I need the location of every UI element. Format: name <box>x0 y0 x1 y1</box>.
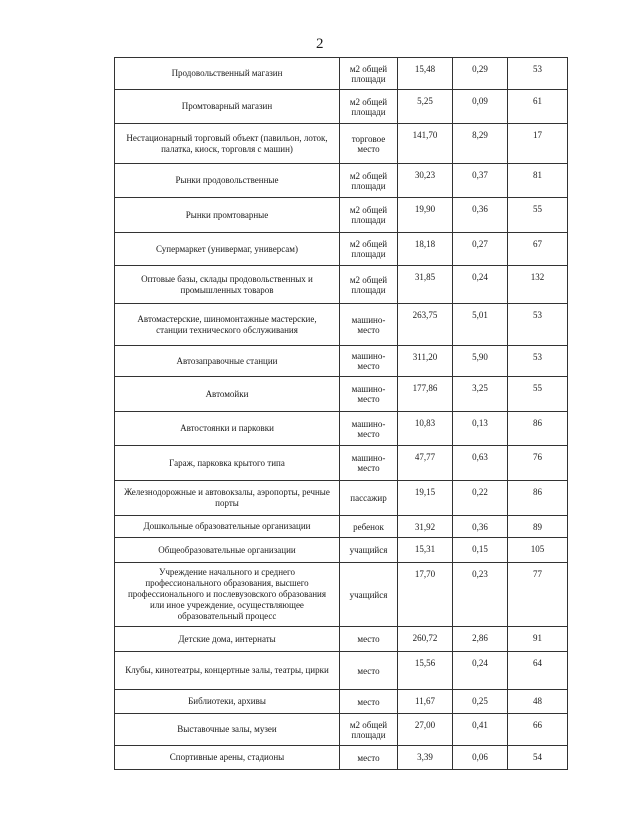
unit-cell: м2 общей площади <box>340 233 398 266</box>
object-name-cell: Клубы, кинотеатры, концертные залы, театры, цирки <box>115 652 340 690</box>
object-name-cell: Промтоварный магазин <box>115 90 340 124</box>
value-cell-3: 67 <box>508 233 568 266</box>
value-cell-1: 263,75 <box>398 304 453 346</box>
table-row <box>115 346 568 377</box>
value-cell-2: 0,24 <box>453 652 508 690</box>
table-row <box>115 446 568 481</box>
object-name-cell: Оптовые базы, склады продовольственных и промышленных товаров <box>115 266 340 304</box>
object-name-cell: Библиотеки, архивы <box>115 690 340 714</box>
value-cell-1: 10,83 <box>398 412 453 446</box>
value-cell-3: 91 <box>508 627 568 652</box>
unit-cell: м2 общей площади <box>340 90 398 124</box>
value-cell-3: 76 <box>508 446 568 481</box>
unit-cell: машино-место <box>340 346 398 377</box>
value-cell-2: 0,27 <box>453 233 508 266</box>
value-cell-1: 15,56 <box>398 652 453 690</box>
value-cell-2: 0,25 <box>453 690 508 714</box>
unit-cell: м2 общей площади <box>340 266 398 304</box>
table-row <box>115 652 568 690</box>
value-cell-1: 177,86 <box>398 377 453 412</box>
table-row <box>115 90 568 124</box>
table-row <box>115 516 568 538</box>
value-cell-1: 3,39 <box>398 746 453 770</box>
object-name-cell: Гараж, парковка крытого типа <box>115 446 340 481</box>
table-row <box>115 233 568 266</box>
value-cell-2: 0,09 <box>453 90 508 124</box>
value-cell-3: 86 <box>508 412 568 446</box>
unit-cell: место <box>340 746 398 770</box>
value-cell-3: 86 <box>508 481 568 516</box>
value-cell-1: 17,70 <box>398 563 453 627</box>
value-cell-2: 8,29 <box>453 124 508 164</box>
table-row <box>115 58 568 90</box>
value-cell-2: 5,01 <box>453 304 508 346</box>
object-name-cell: Супермаркет (универмаг, универсам) <box>115 233 340 266</box>
unit-cell: машино-место <box>340 304 398 346</box>
object-name-cell: Общеобразовательные организации <box>115 538 340 563</box>
unit-cell: торговое место <box>340 124 398 164</box>
table-row <box>115 198 568 233</box>
value-cell-1: 30,23 <box>398 164 453 198</box>
table-row <box>115 714 568 746</box>
value-cell-3: 53 <box>508 304 568 346</box>
value-cell-3: 105 <box>508 538 568 563</box>
value-cell-1: 19,15 <box>398 481 453 516</box>
value-cell-2: 0,22 <box>453 481 508 516</box>
value-cell-2: 0,63 <box>453 446 508 481</box>
page-number: 2 <box>316 36 324 52</box>
unit-cell: машино-место <box>340 446 398 481</box>
value-cell-2: 0,06 <box>453 746 508 770</box>
value-cell-3: 77 <box>508 563 568 627</box>
value-cell-2: 0,15 <box>453 538 508 563</box>
table-row <box>115 164 568 198</box>
value-cell-1: 18,18 <box>398 233 453 266</box>
value-cell-3: 64 <box>508 652 568 690</box>
unit-cell: место <box>340 627 398 652</box>
norms-table <box>114 57 568 770</box>
value-cell-2: 0,23 <box>453 563 508 627</box>
value-cell-3: 54 <box>508 746 568 770</box>
value-cell-3: 61 <box>508 90 568 124</box>
value-cell-1: 31,92 <box>398 516 453 538</box>
value-cell-1: 15,31 <box>398 538 453 563</box>
unit-cell: место <box>340 652 398 690</box>
value-cell-1: 19,90 <box>398 198 453 233</box>
table-row <box>115 124 568 164</box>
table-row <box>115 377 568 412</box>
unit-cell: м2 общей площади <box>340 714 398 746</box>
object-name-cell: Спортивные арены, стадионы <box>115 746 340 770</box>
value-cell-2: 0,24 <box>453 266 508 304</box>
value-cell-3: 81 <box>508 164 568 198</box>
value-cell-3: 48 <box>508 690 568 714</box>
value-cell-3: 66 <box>508 714 568 746</box>
object-name-cell: Рынки промтоварные <box>115 198 340 233</box>
value-cell-1: 47,77 <box>398 446 453 481</box>
value-cell-2: 0,29 <box>453 58 508 90</box>
unit-cell: м2 общей площади <box>340 58 398 90</box>
object-name-cell: Продовольственный магазин <box>115 58 340 90</box>
table-row <box>115 538 568 563</box>
value-cell-1: 11,67 <box>398 690 453 714</box>
value-cell-1: 311,20 <box>398 346 453 377</box>
value-cell-1: 260,72 <box>398 627 453 652</box>
unit-cell: м2 общей площади <box>340 198 398 233</box>
value-cell-3: 55 <box>508 377 568 412</box>
table-row <box>115 266 568 304</box>
unit-cell: машино-место <box>340 377 398 412</box>
unit-cell: м2 общей площади <box>340 164 398 198</box>
value-cell-1: 31,85 <box>398 266 453 304</box>
object-name-cell: Дошкольные образовательные организации <box>115 516 340 538</box>
value-cell-3: 53 <box>508 58 568 90</box>
table-row <box>115 746 568 770</box>
object-name-cell: Автостоянки и парковки <box>115 412 340 446</box>
value-cell-1: 5,25 <box>398 90 453 124</box>
value-cell-1: 27,00 <box>398 714 453 746</box>
table-row <box>115 563 568 627</box>
table-row <box>115 304 568 346</box>
object-name-cell: Автомойки <box>115 377 340 412</box>
value-cell-1: 15,48 <box>398 58 453 90</box>
object-name-cell: Автомастерские, шиномонтажные мастерские, станции технического обслуживания <box>115 304 340 346</box>
object-name-cell: Железнодорожные и автовокзалы, аэропорты, речные порты <box>115 481 340 516</box>
value-cell-3: 89 <box>508 516 568 538</box>
value-cell-3: 53 <box>508 346 568 377</box>
unit-cell: пассажир <box>340 481 398 516</box>
unit-cell: учащийся <box>340 563 398 627</box>
table-row <box>115 627 568 652</box>
value-cell-1: 141,70 <box>398 124 453 164</box>
value-cell-2: 5,90 <box>453 346 508 377</box>
value-cell-2: 3,25 <box>453 377 508 412</box>
table-row <box>115 481 568 516</box>
value-cell-2: 2,86 <box>453 627 508 652</box>
object-name-cell: Выставочные залы, музеи <box>115 714 340 746</box>
object-name-cell: Нестационарный торговый объект (павильон, лоток, палатка, киоск, торговля с машин) <box>115 124 340 164</box>
unit-cell: машино-место <box>340 412 398 446</box>
object-name-cell: Детские дома, интернаты <box>115 627 340 652</box>
value-cell-2: 0,37 <box>453 164 508 198</box>
unit-cell: место <box>340 690 398 714</box>
value-cell-2: 0,36 <box>453 516 508 538</box>
table-row <box>115 412 568 446</box>
value-cell-2: 0,41 <box>453 714 508 746</box>
object-name-cell: Автозаправочные станции <box>115 346 340 377</box>
object-name-cell: Рынки продовольственные <box>115 164 340 198</box>
value-cell-3: 132 <box>508 266 568 304</box>
value-cell-3: 17 <box>508 124 568 164</box>
value-cell-2: 0,36 <box>453 198 508 233</box>
unit-cell: учащийся <box>340 538 398 563</box>
object-name-cell: Учреждение начального и среднего профессионального образования, высшего профессионального и послевузовского образования или иное учреждение, осуществляющее образовательный процесс <box>115 563 340 627</box>
table-row <box>115 690 568 714</box>
unit-cell: ребенок <box>340 516 398 538</box>
value-cell-2: 0,13 <box>453 412 508 446</box>
value-cell-3: 55 <box>508 198 568 233</box>
